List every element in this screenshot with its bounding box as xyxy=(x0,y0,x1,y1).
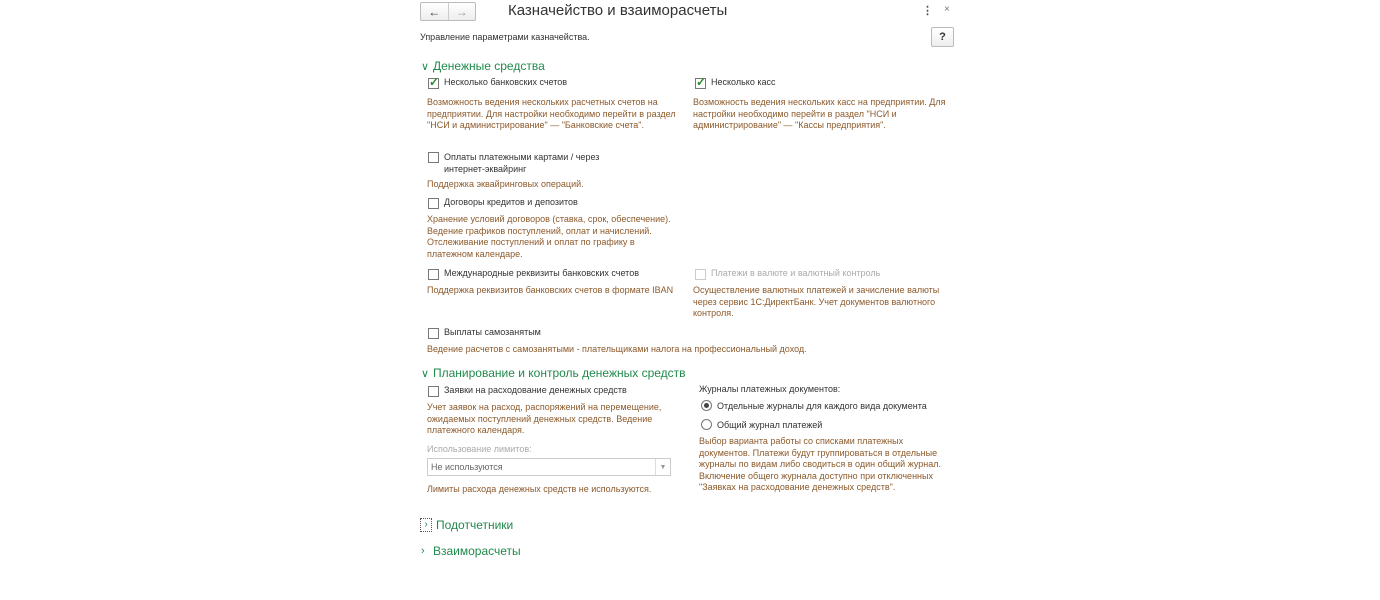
radio-separate-journals[interactable] xyxy=(701,400,927,411)
page-subtitle: Управление параметрами казначейства. xyxy=(420,32,590,42)
selfemployed-desc: Ведение расчетов с самозанятыми - плательщиками налога на профессиональный доход. xyxy=(427,344,807,354)
checkbox-label: Несколько касс xyxy=(711,77,776,87)
cards-desc: Поддержка эквайринговых операций. xyxy=(427,179,584,189)
radio-common-journal[interactable] xyxy=(701,419,822,430)
group-planning-header[interactable] xyxy=(421,366,686,380)
checkbox-multi-bank[interactable] xyxy=(428,77,567,89)
journals-label: Журналы платежных документов: xyxy=(699,384,841,394)
journals-desc: Выбор варианта работы со списками платежных документов. Платежи будут группироваться в отдельные журналы по видам либо сводиться в один общий журнал. Включение общего журнала доступно при отключенных "Заявках на расходование денежных средств". xyxy=(699,436,941,492)
checkbox-icon[interactable] xyxy=(695,78,706,89)
group-accountable-title: Подотчетники xyxy=(436,518,514,532)
group-money-title: Денежные средства xyxy=(433,59,545,73)
group-accountable-header[interactable] xyxy=(420,518,513,532)
checkbox-label: Договоры кредитов и депозитов xyxy=(444,197,578,207)
checkbox-intl[interactable] xyxy=(428,268,639,280)
back-button[interactable]: ← xyxy=(428,4,441,19)
checkbox-icon[interactable] xyxy=(428,78,439,89)
checkbox-icon[interactable] xyxy=(428,198,439,209)
checkbox-icon[interactable] xyxy=(695,269,706,280)
multi-cash-desc: Возможность ведения нескольких касс на предприятии. Для настройки необходимо перейти в раздел "НСИ и администрирование" — "Кассы предприятия". xyxy=(693,97,946,130)
help-button[interactable]: ? xyxy=(931,27,954,47)
checkbox-label: Международные реквизиты банковских счетов xyxy=(444,268,639,278)
limits-label: Использование лимитов: xyxy=(427,444,532,454)
chevron-down-icon[interactable]: ▼ xyxy=(655,459,670,475)
checkbox-cards[interactable] xyxy=(428,151,628,175)
multi-bank-desc: Возможность ведения нескольких расчетных счетов на предприятии. Для настройки необходимо перейти в раздел "НСИ и администрирование" — "Банковские счета". xyxy=(427,97,676,130)
checkbox-label: Платежи в валюте и валютный контроль xyxy=(711,268,881,278)
currency-desc: Осуществление валютных платежей и зачисление валюты через сервис 1С:ДиректБанк. Учет документов валютного контроля. xyxy=(693,285,940,318)
checkbox-currency[interactable] xyxy=(695,268,880,280)
checkbox-label: Выплаты самозанятым xyxy=(444,327,541,337)
close-icon[interactable]: × xyxy=(944,4,950,15)
radio-label: Отдельные журналы для каждого вида документа xyxy=(717,400,927,411)
chevron-right-icon: › xyxy=(420,518,432,532)
checkbox-label: Несколько банковских счетов xyxy=(444,77,568,87)
group-planning-title: Планирование и контроль денежных средств xyxy=(433,366,686,380)
checkbox-icon[interactable] xyxy=(428,328,439,339)
checkbox-icon[interactable] xyxy=(428,269,439,280)
checkbox-icon[interactable] xyxy=(428,152,439,163)
group-money-header[interactable] xyxy=(421,59,545,73)
radio-icon[interactable] xyxy=(701,419,712,430)
forward-button[interactable]: → xyxy=(448,3,476,20)
group-settlements-header[interactable] xyxy=(421,544,521,558)
chevron-down-icon: ∨ xyxy=(421,60,430,73)
checkbox-label: Оплаты платежными картами / через интернет-эквайринг xyxy=(444,152,600,174)
checkbox-icon[interactable] xyxy=(428,386,439,397)
page-title: Казначейство и взаиморасчеты xyxy=(508,2,728,19)
checkbox-requests[interactable] xyxy=(428,385,627,397)
radio-icon[interactable] xyxy=(701,400,712,411)
radio-label: Общий журнал платежей xyxy=(717,419,823,430)
limits-desc: Лимиты расхода денежных средств не используются. xyxy=(427,484,652,494)
checkbox-selfemployed[interactable] xyxy=(428,327,541,339)
intl-desc: Поддержка реквизитов банковских счетов в формате IBAN xyxy=(427,285,674,295)
chevron-down-icon: ∨ xyxy=(421,367,430,380)
checkbox-label: Заявки на расходование денежных средств xyxy=(444,385,627,395)
chevron-right-icon: › xyxy=(421,545,425,557)
loans-desc: Хранение условий договоров (ставка, срок, обеспечение). Ведение графиков поступлений, оплат и начислений. Отслеживание поступлений и оплат по графику в платежном календаре. xyxy=(427,214,671,259)
checkbox-loans[interactable] xyxy=(428,197,578,209)
nav-buttons xyxy=(420,2,476,21)
group-settlements-title: Взаиморасчеты xyxy=(433,544,521,558)
requests-desc: Учет заявок на расход, распоряжений на перемещение, ожидаемых поступлений денежных средств. Ведение платежного календаря. xyxy=(427,402,662,435)
limits-select[interactable] xyxy=(427,458,671,476)
checkbox-multi-cash[interactable] xyxy=(695,77,775,89)
more-menu-icon[interactable]: ⋮ xyxy=(922,5,933,17)
limits-select-value: Не используются xyxy=(431,462,503,472)
